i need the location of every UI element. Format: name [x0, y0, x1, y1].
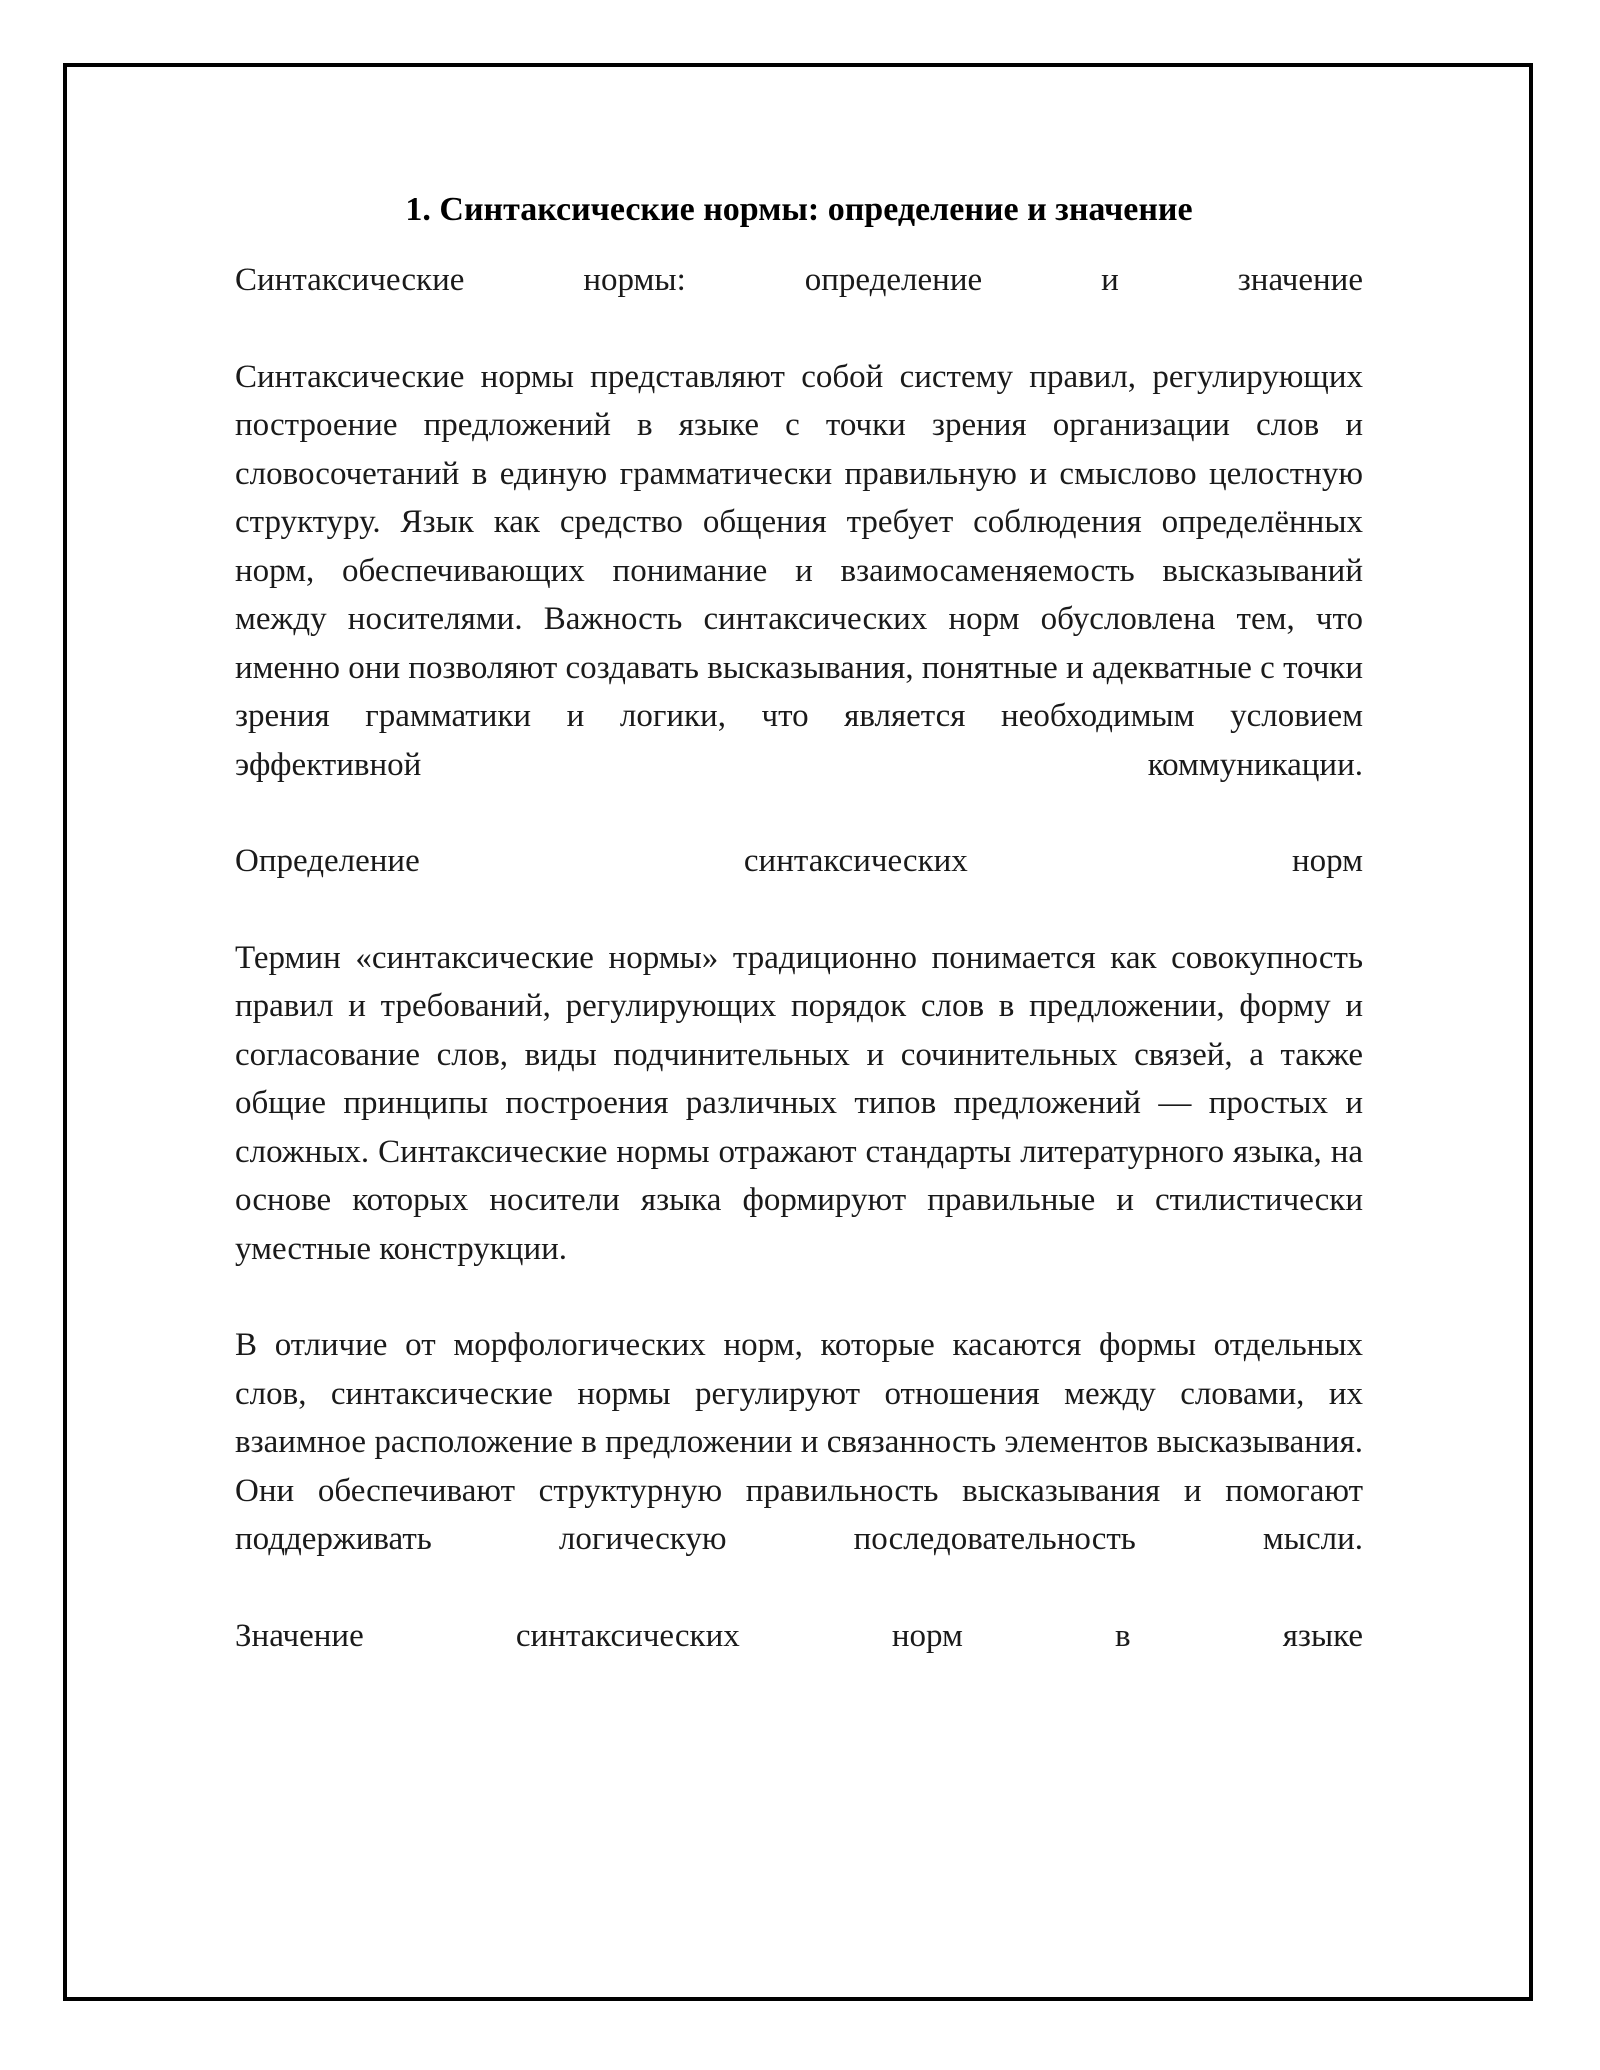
paragraph-syntactic-norms-intro: Синтаксические нормы представляют собой систему правил, регулирующих построение предложений в языке с точки зрения организации слов и словосочетаний в единую грамматически правильную и смыслово целостную структуру. Язык как средство общения требует соблюдения определённых норм, обеспечивающих понимание и взаимосаменяемость высказываний между носителями. Важность синтаксических норм обусловлена тем, что именно они позволяют создавать высказывания, понятные и адекватные с точки зрения грамматики и логики, что является необходимым условием эффективной коммуникации. — [235, 358, 1363, 783]
document-body — [235, 186, 1363, 1660]
subheading-significance: Значение синтаксических норм в языке — [235, 1617, 1363, 1654]
paragraph-morphological-contrast: В отличие от морфологических норм, которые касаются формы отдельных слов, синтаксические нормы регулируют отношения между словами, их взаимное расположение в предложении и связанность элементов высказывания. Они обеспечивают структурную правильность высказывания и помогают поддерживать логическую последовательность мысли. — [235, 1327, 1363, 1557]
document-title: 1. Синтаксические нормы: определение и значение — [405, 191, 1193, 228]
subheading-definition-and-meaning: Синтаксические нормы: определение и значение — [235, 262, 1363, 298]
subheading-definition: Определение синтаксических норм — [235, 843, 1363, 879]
paragraph-term-definition: Термин «синтаксические нормы» традиционно понимается как совокупность правил и требований, регулирующих порядок слов в предложении, форму и согласование слов, виды подчинительных и сочинительных связей, а также общие принципы построения различных типов предложений — простых и сложных. Синтаксические нормы отражают стандарты литературного языка, на основе которых носители языка формируют правильные и стилистически уместные конструкции. — [235, 939, 1363, 1267]
